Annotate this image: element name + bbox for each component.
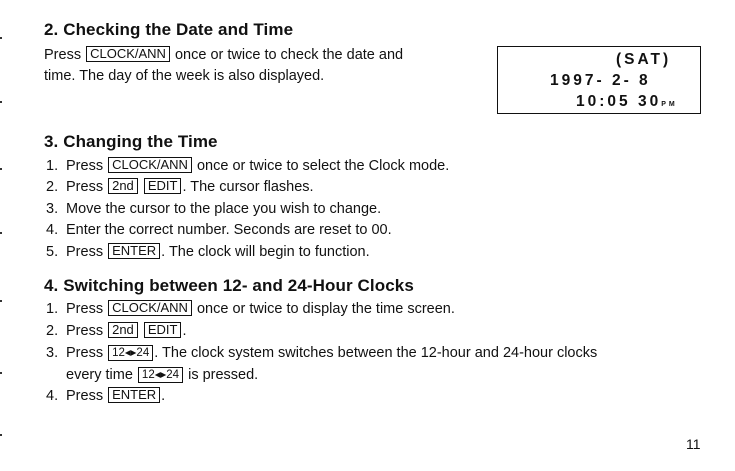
section-4-step-2: [66, 322, 186, 340]
text: is pressed.: [184, 367, 259, 383]
scan-mark: [0, 372, 2, 374]
lcd-date: 1997- 2- 8: [550, 72, 651, 89]
section-4-heading: 4. Switching between 12- and 24-Hour Clocks: [44, 276, 414, 295]
section-3-heading: 3. Changing the Time: [44, 132, 218, 151]
scan-mark: [0, 232, 2, 234]
step-number: 4.: [46, 388, 59, 404]
lcd-pm-indicator: PM: [661, 101, 678, 108]
step-number: 4.: [46, 222, 59, 238]
2nd-key: 2nd: [108, 178, 138, 194]
text: Press: [66, 158, 108, 174]
text: once or twice to display the time screen.: [192, 301, 455, 317]
text: Press: [66, 345, 108, 361]
scan-mark: [0, 37, 2, 39]
lcd-display: [497, 46, 701, 114]
section-4-step-1: [66, 300, 455, 318]
step-number: 1.: [46, 301, 59, 317]
text: once or twice to check the date and: [170, 47, 404, 63]
enter-key: ENTER: [108, 243, 160, 259]
section-3-step-2: [66, 178, 314, 196]
scan-mark: [0, 101, 2, 103]
scan-mark: [0, 168, 2, 170]
section-4-step-3: [66, 344, 597, 362]
step-number: 1.: [46, 158, 59, 174]
section-2-line-1: [44, 46, 403, 64]
12-24-key: 12◂▸24: [138, 367, 183, 383]
text: . The clock system switches between the 12-hour and 24-hour clocks: [154, 345, 598, 361]
page-number: 11: [686, 436, 701, 452]
12-24-key: 12◂▸24: [108, 345, 153, 361]
step-number: 5.: [46, 244, 59, 260]
step-number: 2.: [46, 323, 59, 339]
edit-key: EDIT: [144, 322, 182, 338]
clock-ann-key: CLOCK/ANN: [86, 46, 170, 62]
scan-mark: [0, 300, 2, 302]
clock-ann-key: CLOCK/ANN: [108, 157, 192, 173]
section-3-step-3: Move the cursor to the place you wish to change.: [66, 201, 382, 217]
section-4-step-4: [66, 387, 165, 405]
step-number: 3.: [46, 345, 59, 361]
clock-ann-key: CLOCK/ANN: [108, 300, 192, 316]
edit-key: EDIT: [144, 178, 182, 194]
scan-mark: [0, 434, 2, 436]
lcd-day: (SAT): [616, 51, 672, 68]
step-number: 3.: [46, 201, 59, 217]
enter-key: ENTER: [108, 387, 160, 403]
text: . The cursor flashes.: [182, 179, 314, 195]
text: Press: [44, 47, 86, 63]
lcd-time-value: 10:05 30: [576, 93, 662, 110]
text: Press: [66, 388, 108, 404]
text: .: [182, 323, 187, 339]
text: .: [161, 388, 166, 404]
text: Press: [66, 323, 108, 339]
section-3-step-4: Enter the correct number. Seconds are reset to 00.: [66, 222, 392, 238]
section-3-step-5: [66, 243, 370, 261]
text: Press: [66, 244, 108, 260]
text: once or twice to select the Clock mode.: [192, 158, 450, 174]
text: . The clock will begin to function.: [161, 244, 370, 260]
section-2-heading: 2. Checking the Date and Time: [44, 20, 294, 39]
text: Press: [66, 179, 108, 195]
2nd-key: 2nd: [108, 322, 138, 338]
step-number: 2.: [46, 179, 59, 195]
section-3-step-1: [66, 157, 449, 175]
text: every time: [66, 367, 137, 383]
text: Press: [66, 301, 108, 317]
section-4-step-3-continued: [66, 366, 258, 384]
section-2-line-2: time. The day of the week is also displayed.: [44, 68, 325, 84]
lcd-time: [576, 93, 678, 111]
